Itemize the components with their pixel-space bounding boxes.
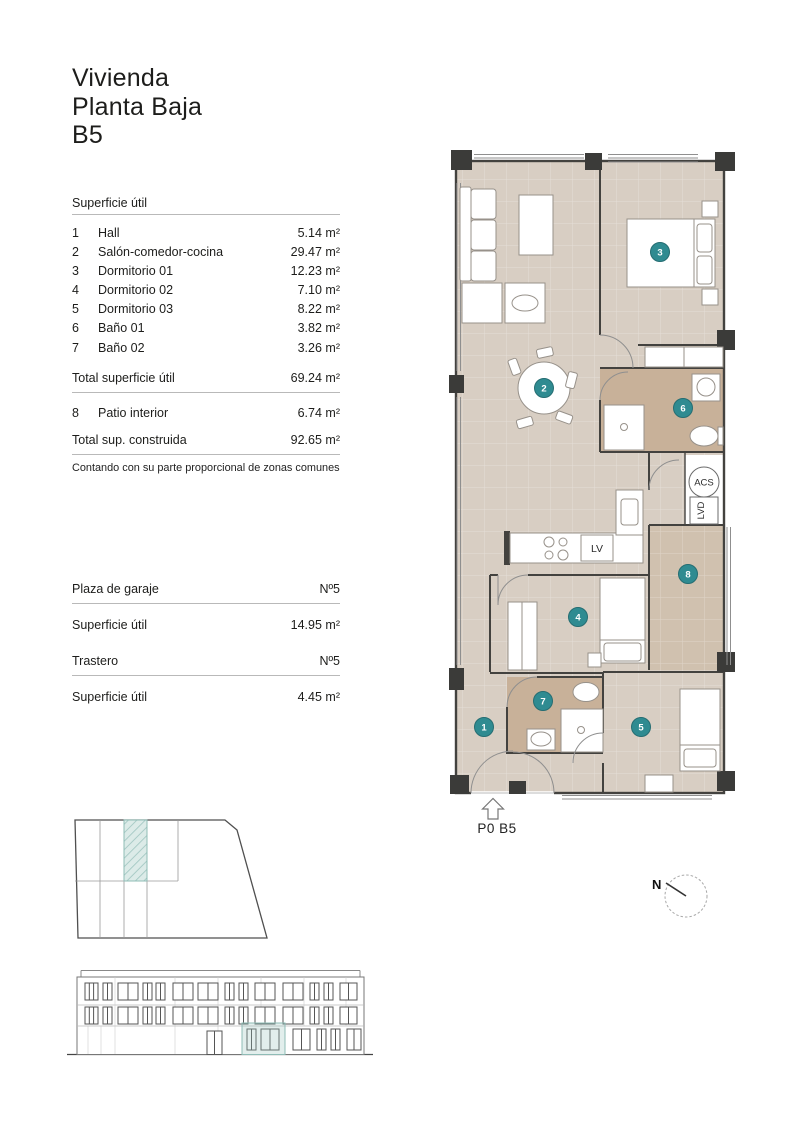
room-number: 6 — [72, 321, 79, 336]
total-built-value: 92.65 m² — [290, 432, 340, 447]
unit-highlight — [242, 1023, 285, 1055]
storage-surface-label: Superficie útil — [72, 690, 148, 704]
garage-storage-block — [72, 582, 340, 704]
table-row — [72, 300, 340, 319]
compass — [640, 858, 730, 938]
room-name: Patio interior — [98, 405, 169, 420]
sofa-back — [460, 187, 471, 281]
room-area: 29.47 m² — [290, 245, 340, 260]
marker-3: 3 — [657, 247, 663, 259]
storage-row — [72, 654, 340, 676]
room-number: 8 — [72, 405, 79, 420]
room-marker — [475, 718, 494, 737]
plan-caption: P0 B5 — [477, 821, 517, 835]
room-marker — [674, 399, 693, 418]
room-name: Dormitorio 02 — [98, 283, 174, 298]
acs-label: ACS — [694, 477, 714, 489]
room-number: 3 — [72, 264, 79, 279]
marker-7: 7 — [540, 696, 546, 708]
total-useful-row — [72, 371, 340, 393]
marker-6: 6 — [680, 403, 686, 415]
garage-number: Nº5 — [319, 582, 340, 596]
room-name: Hall — [98, 226, 120, 240]
total-useful-label: Total superficie útil — [72, 370, 175, 385]
kitchen-counter — [510, 533, 643, 563]
footnote: Contando con su parte proporcional de zonas comunes — [72, 461, 340, 474]
site-plan — [55, 808, 285, 948]
cabinet — [462, 283, 502, 323]
total-built-label: Total sup. construida — [72, 432, 187, 447]
room-area: 8.22 m² — [297, 302, 340, 317]
room-marker — [632, 718, 651, 737]
room-marker — [534, 692, 553, 711]
room-name: Salón-comedor-cocina — [98, 245, 224, 260]
storage-number: Nº5 — [319, 654, 340, 668]
page-title — [72, 64, 202, 150]
toilet — [573, 683, 599, 702]
room-name: Dormitorio 03 — [98, 302, 174, 317]
room-number: 4 — [72, 283, 79, 298]
room-number: 7 — [72, 340, 79, 355]
surface-table — [72, 196, 340, 474]
floor-plan — [440, 135, 750, 835]
table-row — [72, 243, 340, 262]
room-marker — [651, 243, 670, 262]
room-area: 3.26 m² — [297, 340, 340, 355]
patio-row — [72, 406, 340, 420]
storage-label: Trastero — [72, 654, 119, 668]
table-row — [72, 319, 340, 338]
room-number: 5 — [72, 302, 79, 317]
room-marker — [535, 379, 554, 398]
room-number: 1 — [72, 226, 79, 240]
unit-highlight — [124, 820, 147, 881]
rug — [519, 195, 553, 255]
title-line-1: Vivienda — [72, 64, 170, 92]
garage-label: Plaza de garaje — [72, 582, 159, 596]
table-row — [72, 339, 340, 358]
room-area: 7.10 m² — [297, 283, 340, 298]
nightstand — [645, 775, 673, 792]
garage-surface-value: 14.95 m² — [290, 618, 340, 632]
garage-surface-row — [72, 618, 340, 632]
total-useful-value: 69.24 m² — [290, 370, 340, 385]
lv-label: LV — [590, 543, 604, 555]
room-name: Baño 01 — [98, 321, 145, 336]
marker-8: 8 — [685, 569, 691, 581]
toilet — [690, 426, 718, 446]
storage-surface-row — [72, 690, 340, 704]
room-area: 6.74 m² — [297, 405, 340, 420]
title-line-2: Planta Baja — [72, 92, 203, 121]
site-outline — [75, 820, 267, 938]
room-area: 12.23 m² — [290, 264, 340, 279]
marker-4: 4 — [575, 612, 581, 624]
room-number: 2 — [72, 245, 79, 260]
table-row — [72, 281, 340, 300]
north-label: N — [652, 877, 662, 892]
entry-arrow-icon — [483, 799, 504, 820]
room-marker — [569, 608, 588, 627]
total-built-row — [72, 433, 340, 455]
storage-surface-value: 4.45 m² — [297, 690, 340, 704]
building-elevation — [55, 955, 385, 1075]
lvd-label: LVD — [696, 501, 707, 520]
surface-table-header: Superficie útil — [72, 196, 340, 215]
room-marker — [679, 565, 698, 584]
sink — [621, 499, 638, 525]
marker-2: 2 — [541, 383, 547, 395]
table-row — [72, 224, 340, 243]
compass-needle — [666, 883, 686, 896]
room-name: Baño 02 — [98, 340, 145, 355]
room-name: Dormitorio 01 — [98, 264, 174, 279]
title-line-3: B5 — [72, 121, 103, 149]
marker-5: 5 — [638, 722, 644, 734]
table-row — [72, 262, 340, 281]
room-area: 3.82 m² — [297, 321, 340, 336]
surface-rows — [72, 224, 340, 358]
marker-1: 1 — [481, 722, 487, 734]
room-area: 5.14 m² — [297, 226, 340, 240]
garage-surface-label: Superficie útil — [72, 618, 148, 632]
garage-row — [72, 582, 340, 604]
hob — [544, 537, 554, 547]
